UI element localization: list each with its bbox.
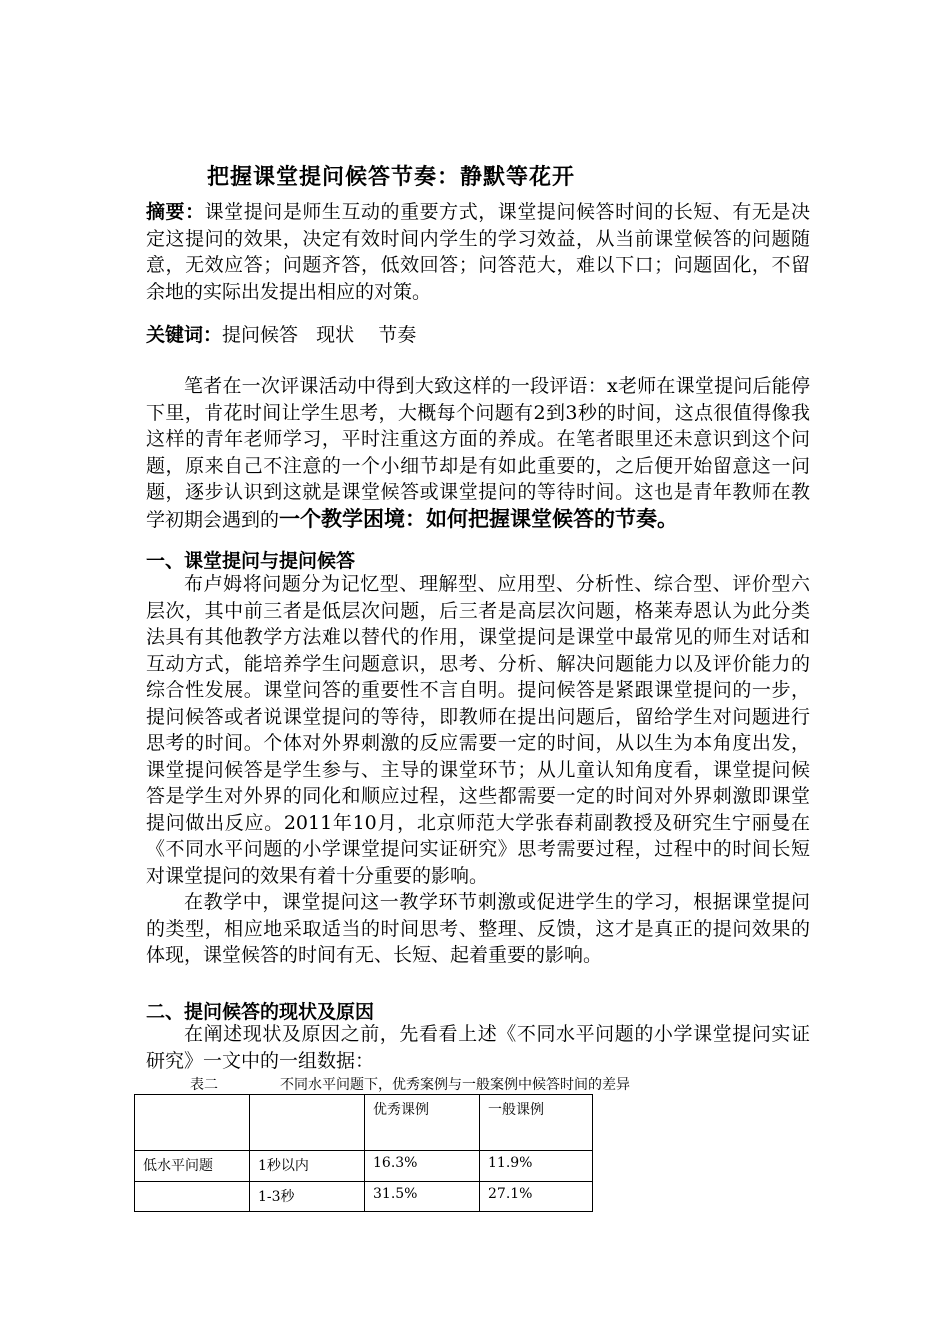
table-cell: 27.1% <box>480 1182 593 1212</box>
table-caption-label: 表二 <box>190 1077 218 1093</box>
table-caption-text: 不同水平问题下，优秀案例与一般案例中候答时间的差异 <box>280 1077 630 1093</box>
table-row <box>135 1182 593 1212</box>
intro-text: 笔者在一次评课活动中得到大致这样的一段评语：x老师在课堂提问后能停下里，肯花时间让学生思考，大概每个问题有2到3秒的时间，这点很值得像我这样的青年老师学习，平时注重这方面的养成。在笔者眼里还未意识到这个问题，原来自己不注意的一个小细节却是有如此重要的，之后便开始留意这一问题，逐步认识到这就是课堂候答或课堂提问的等待时间。这也是青年教师在教学初期会遇到的 <box>146 375 810 531</box>
abstract-block <box>146 199 810 305</box>
section2-heading: 二、提问候答的现状及原因 <box>146 1001 375 1023</box>
table-cell: 1-3秒 <box>250 1182 365 1212</box>
table-header-cell <box>135 1095 250 1151</box>
abstract-label: 摘要： <box>146 201 205 223</box>
table-row <box>135 1151 593 1182</box>
table-header-row <box>135 1095 593 1151</box>
section2-paragraph-1: 在阐述现状及原因之前，先看看上述《不同水平问题的小学课堂提问实证研究》一文中的一组数据： <box>146 1023 810 1072</box>
section1-body <box>146 571 810 969</box>
section1-heading: 一、课堂提问与提问候答 <box>146 550 356 572</box>
table-cell: 31.5% <box>365 1182 480 1212</box>
abstract-text: 课堂提问是师生互动的重要方式，课堂提问候答时间的长短、有无是决定这提问的效果，决定有效时间内学生的学习效益，从当前课堂候答的问题随意，无效应答；问题齐答，低效回答；问答范大，难以下口；问题固化，不留余地的实际出发提出相应的对策。 <box>146 201 810 303</box>
keywords-text: 提问候答 现状 节奏 <box>222 324 417 346</box>
table-cell: 低水平问题 <box>135 1151 250 1182</box>
keywords-label: 关键词： <box>146 324 223 346</box>
document-title: 把握课堂提问候答节奏：静默等花开 <box>207 165 576 190</box>
section1-paragraph-1: 布卢姆将问题分为记忆型、理解型、应用型、分析性、综合型、评价型六层次，其中前三者是低层次问题，后三者是高层次问题，格莱寿恩认为此分类法具有其他教学方法难以替代的作用，课堂提问是课堂中最常见的师生对话和互动方式，能培养学生问题意识，思考、分析、解决问题能力以及评价能力的综合性发展。课堂问答的重要性不言自明。提问候答是紧跟课堂提问的一步，提问候答或者说课堂提问的等待，即教师在提出问题后，留给学生对问题进行思考的时间。个体对外界刺激的反应需要一定的时间，从以生为本角度出发，课堂提问候答是学生参与、主导的课堂环节；从儿童认知角度看，课堂提问候答是学生对外界的同化和顺应过程，这些都需要一定的时间对外界刺激即课堂提问做出反应。2011年10月，北京师范大学张春莉副教授及研究生宁丽曼在《不同水平问题的小学课堂提问实证研究》思考需要过程，过程中的时间长短对课堂提问的效果有着十分重要的影响。 <box>146 573 810 887</box>
keywords-block <box>146 322 810 349</box>
table-header-cell: 优秀课例 <box>365 1095 480 1151</box>
intro-paragraph <box>146 373 810 533</box>
table-cell <box>135 1182 250 1212</box>
table-cell: 1秒以内 <box>250 1151 365 1182</box>
section2-body <box>146 1021 810 1074</box>
table-header-cell: 一般课例 <box>480 1095 593 1151</box>
table-cell: 11.9% <box>480 1151 593 1182</box>
section1-paragraph-2: 在教学中，课堂提问这一教学环节刺激或促进学生的学习，根据课堂提问的类型，相应地采取适当的时间思考、整理、反馈，这才是真正的提问效果的体现，课堂候答的时间有无、长短、起着重要的影响。 <box>146 891 810 966</box>
table-cell: 16.3% <box>365 1151 480 1182</box>
intro-emphasis: 一个教学困境：如何把握课堂候答的节奏。 <box>279 506 679 531</box>
table-caption <box>190 1074 630 1094</box>
data-table <box>134 1094 593 1212</box>
table-header-cell <box>250 1095 365 1151</box>
